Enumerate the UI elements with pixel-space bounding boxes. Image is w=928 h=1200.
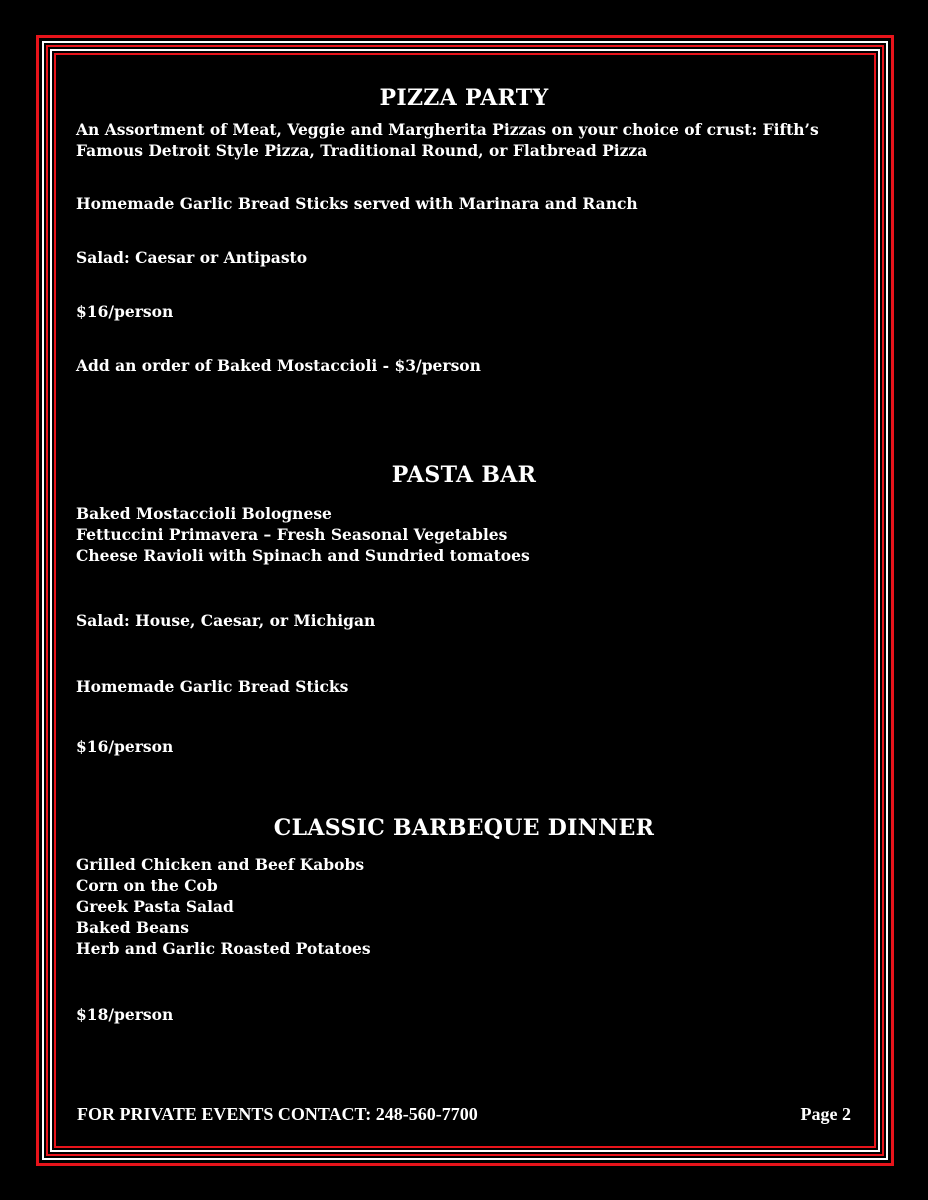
bbq-dinner-price: $18/person bbox=[76, 1005, 174, 1024]
pasta-bar-bread: Homemade Garlic Bread Sticks bbox=[76, 677, 349, 696]
pasta-bar-salad: Salad: House, Caesar, or Michigan bbox=[76, 611, 376, 630]
pasta-bar-title: PASTA BAR bbox=[391, 462, 537, 488]
pizza-party-addon: Add an order of Baked Mostaccioli - $3/person bbox=[76, 356, 481, 375]
pizza-party-description-line: Famous Detroit Style Pizza, Traditional Round, or Flatbread Pizza bbox=[76, 141, 648, 160]
page-border-inner bbox=[54, 53, 876, 1148]
pasta-bar-item: Baked Mostaccioli Bolognese bbox=[76, 504, 332, 523]
bbq-dinner-item: Herb and Garlic Roasted Potatoes bbox=[76, 939, 371, 958]
page-border-inner bbox=[50, 49, 880, 1152]
pasta-bar-item: Cheese Ravioli with Spinach and Sundried tomatoes bbox=[76, 546, 530, 565]
pizza-party-price: $16/person bbox=[76, 302, 174, 321]
pizza-party-description-line: An Assortment of Meat, Veggie and Margherita Pizzas on your choice of crust: Fifth’s bbox=[76, 120, 819, 139]
pizza-party-title: PIZZA PARTY bbox=[379, 85, 549, 111]
bbq-dinner-item: Grilled Chicken and Beef Kabobs bbox=[76, 855, 365, 874]
footer-contact: FOR PRIVATE EVENTS CONTACT: 248-560-7700 bbox=[77, 1104, 478, 1124]
bbq-dinner-item: Greek Pasta Salad bbox=[76, 897, 234, 916]
pizza-party-salad: Salad: Caesar or Antipasto bbox=[76, 248, 308, 267]
bbq-dinner-item: Baked Beans bbox=[76, 918, 189, 937]
pizza-party-bread: Homemade Garlic Bread Sticks served with Marinara and Ranch bbox=[76, 194, 638, 213]
bbq-dinner-item: Corn on the Cob bbox=[76, 876, 218, 895]
page-number: Page 2 bbox=[800, 1104, 851, 1124]
bbq-dinner-title: CLASSIC BARBEQUE DINNER bbox=[273, 815, 655, 841]
pasta-bar-item: Fettuccini Primavera – Fresh Seasonal Vegetables bbox=[76, 525, 508, 544]
pasta-bar-price: $16/person bbox=[76, 737, 174, 756]
